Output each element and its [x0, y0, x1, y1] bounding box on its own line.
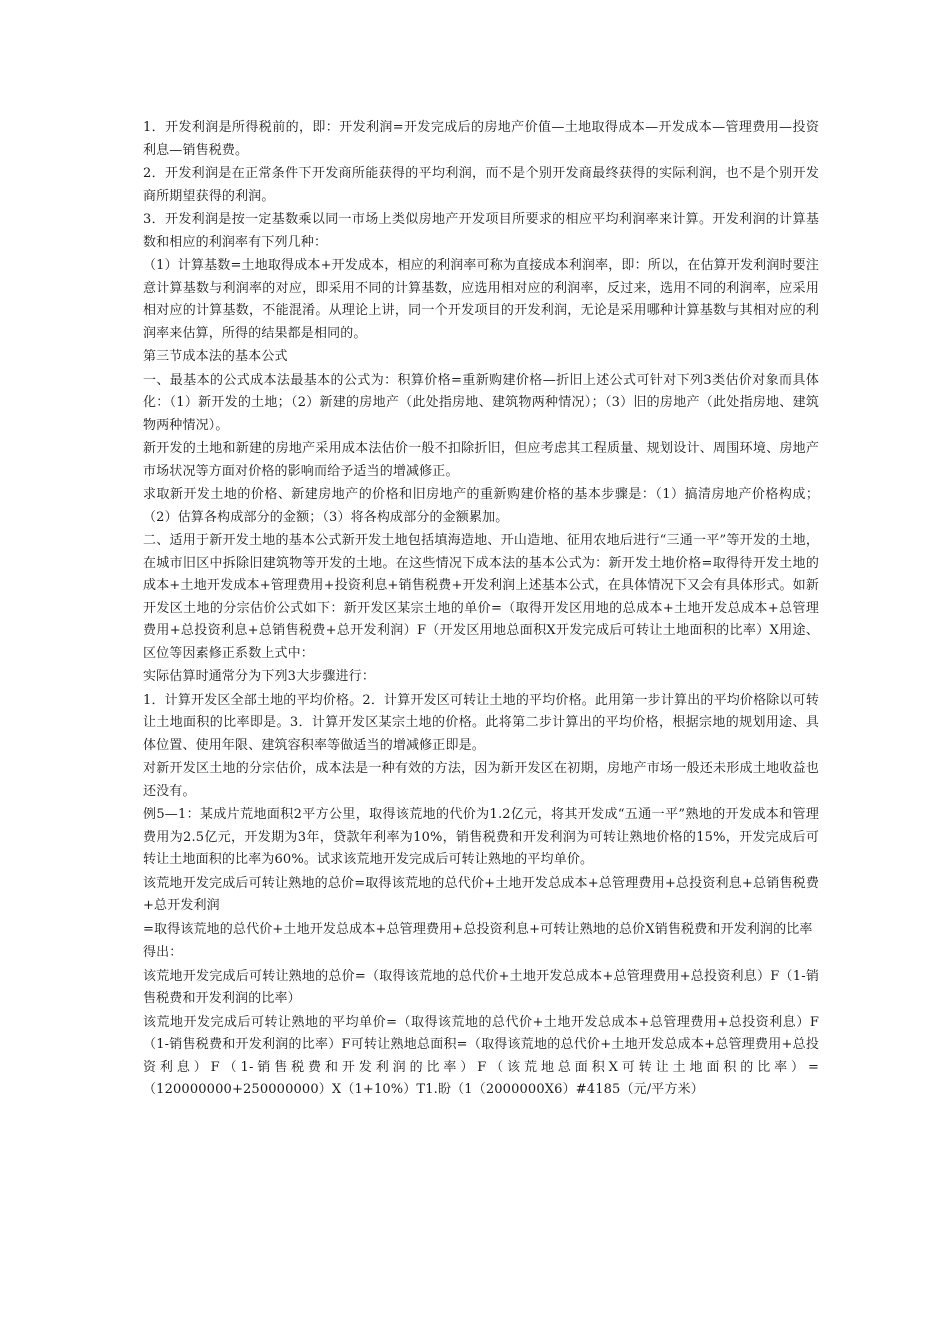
paragraph-profit-pretax: 1．开发利润是所得税前的，即：开发利润=开发完成后的房地产价值—土地取得成本—开发成本—管理费用—投资利息—销售税费。	[143, 120, 819, 158]
paragraph-three-steps: 1．计算开发区全部土地的平均价格。2．计算开发区可转让土地的平均价格。此用第一步计算出的平均价格除以可转让土地面积的比率即是。3．计算开发区某宗土地的价格。此将第二步计算出的平均价格，根据宗地的规划用途、具体位置、使用年限、建筑容积率等做适当的增减修正即是。	[143, 692, 819, 753]
paragraph-unit-price: 该荒地开发完成后可转让熟地的平均单价=（取得该荒地的总代价+土地开发总成本+总管理费用+总投资利息）F（1-销售税费和开发利润的比率）F可转让熟地总面积=（取得该荒地的总代价+土地开发总成本+总管理费用+总投资利息）F（1-销售税费和开发利润的比率）F（该荒地总面积X可转让土地面积的比率）=（120000000+250000000）X（1+10%）T1.盼（1（2000000X6）#4185（元/平方米）	[143, 1014, 819, 1097]
paragraph-basis-1: （1）计算基数=土地取得成本+开发成本，相应的利润率可称为直接成本利润率，即：所以，在估算开发利润时要注意计算基数与利润率的对应，即采用不同的计算基数，应选用相对应的利润率，反过来，选用不同的利润率，应采用相对应的计算基数，不能混淆。从理论上讲，同一个开发项目的开发利润，无论是采用哪种计算基数与其相对应的利润率来估算，所得的结果都是相同的。	[143, 258, 819, 341]
paragraph-new-land-formula: 二、适用于新开发土地的基本公式新开发土地包括填海造地、开山造地、征用农地后进行“三通一平”等开发的土地，在城市旧区中拆除旧建筑物等开发的土地。在这些情况下成本法的基本公式为：新开发土地价格=取得待开发土地的成本+土地开发成本+管理费用+投资利息+销售税费+开发利润上述基本公式，在具体情况下又会有具体形式。如新开发区土地的分宗估价公式如下：新开发区某宗土地的单价=（取得开发区用地的总成本+土地开发总成本+总管理费用+总投资利息+总销售税费+总开发利润）F（开发区用地总面积X开发完成后可转让土地面积的比率）X用途、区位等因素修正系数上式中：	[143, 533, 819, 661]
paragraph-total-price-3: 该荒地开发完成后可转让熟地的总价=（取得该荒地的总代价+土地开发总成本+总管理费用+总投资利息）F（1-销售税费和开发利润的比率）	[143, 968, 819, 1006]
document-body	[143, 117, 819, 1103]
paragraph-profit-basis: 3．开发利润是按一定基数乘以同一市场上类似房地产开发项目所要求的相应平均利润率来计算。开发利润的计算基数和相应的利润率有下列几种：	[143, 212, 819, 250]
paragraph-profit-average: 2．开发利润是在正常条件下开发商所能获得的平均利润，而不是个别开发商最终获得的实际利润，也不是个别开发商所期望获得的利润。	[143, 166, 819, 204]
paragraph-total-price-2: =取得该荒地的总代价+土地开发总成本+总管理费用+总投资利息+可转让熟地的总价X销售税费和开发利润的比率	[143, 921, 813, 937]
paragraph-basic-formula: 一、最基本的公式成本法最基本的公式为：积算价格=重新购建价格—折旧上述公式可针对下列3类估价对象而具体化：（1）新开发的土地；（2）新建的房地产（此处指房地、建筑物两种情况）；（3）旧的房地产（此处指房地、建筑物两种情况）。	[143, 372, 819, 433]
paragraph-effective-method: 对新开发区土地的分宗估价，成本法是一种有效的方法，因为新开发区在初期，房地产市场一般还未形成土地收益也还没有。	[143, 761, 819, 799]
paragraph-conclusion-label: 得出：	[143, 945, 183, 960]
paragraph-new-land: 新开发的土地和新建的房地产采用成本法估价一般不扣除折旧，但应考虑其工程质量、规划设计、周围环境、房地产市场状况等方面对价格的影响而给予适当的增减修正。	[143, 441, 819, 479]
section-heading: 第三节成本法的基本公式	[143, 349, 288, 364]
paragraph-steps: 求取新开发土地的价格、新建房地产的价格和旧房地产的重新购建价格的基本步骤是：（1）搞清房地产价格构成；（2）估算各构成部分的金额；（3）将各构成部分的金额累加。	[143, 487, 819, 525]
paragraph-total-price-1: 该荒地开发完成后可转让熟地的总价=取得该荒地的总代价+土地开发总成本+总管理费用+总投资利息+总销售税费+总开发利润	[143, 875, 819, 913]
paragraph-three-steps-intro: 实际估算时通常分为下列3大步骤进行：	[143, 669, 375, 684]
paragraph-example: 例5—1：某成片荒地面积2平方公里，取得该荒地的代价为1.2亿元，将其开发成“五通一平”熟地的开发成本和管理费用为2.5亿元，开发期为3年，贷款年利率为10%，销售税费和开发利润为可转让熟地价格的15%，开发完成后可转让土地面积的比率为60%。试求该荒地开发完成后可转让熟地的平均单价。	[143, 807, 819, 867]
